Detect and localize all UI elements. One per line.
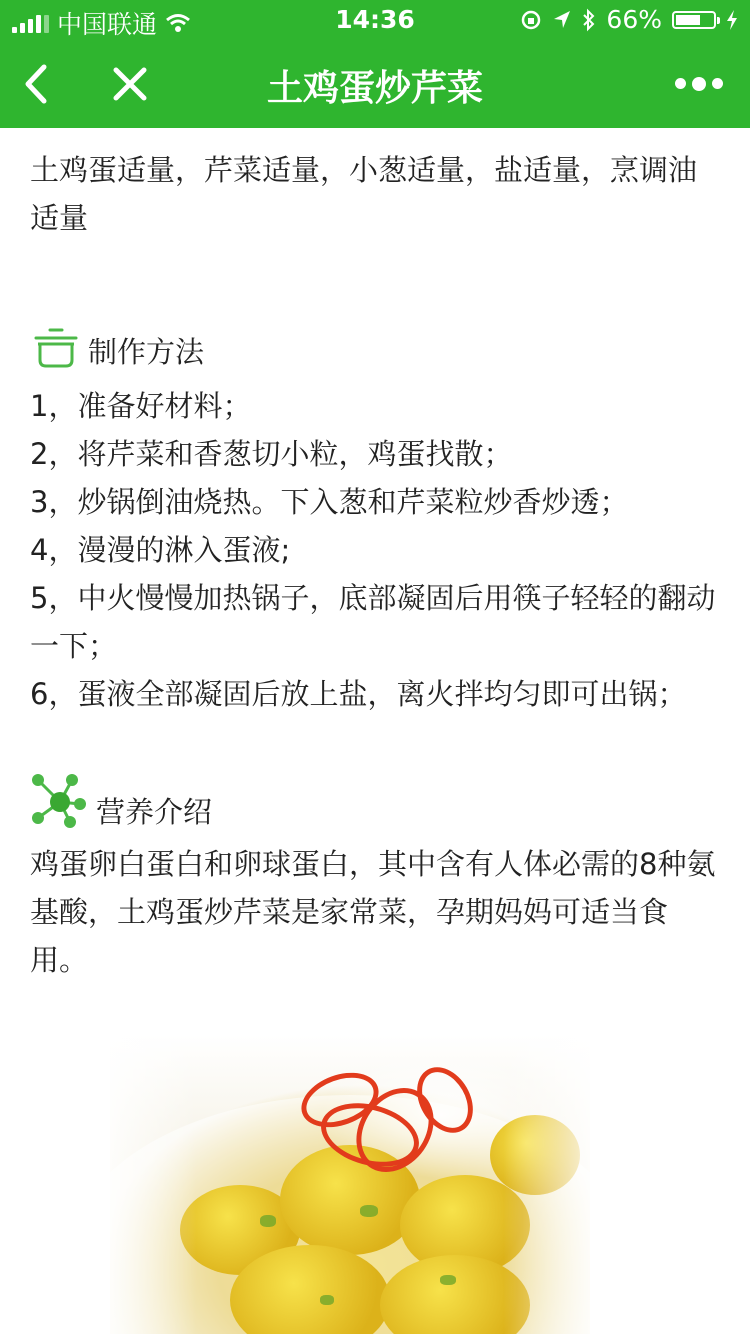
step-item: 3，炒锅倒油烧热。下入葱和芹菜粒炒香炒透； bbox=[30, 485, 629, 519]
photo-edge-fade bbox=[110, 1035, 590, 1334]
method-heading: 制作方法 bbox=[88, 335, 205, 369]
step-item: 5，中火慢慢加热锅子，底部凝固后用筷子轻轻的翻动一下； bbox=[30, 581, 716, 663]
carrier-label: 中国联通 bbox=[57, 10, 158, 39]
nutrition-heading: 营养介绍 bbox=[96, 795, 213, 829]
dish-photo bbox=[110, 1035, 590, 1334]
step-item: 1，准备好材料； bbox=[30, 389, 252, 423]
step-item: 6，蛋液全部凝固后放上盐，离火拌均匀即可出锅； bbox=[30, 677, 687, 711]
nutrition-text: 鸡蛋卵白蛋白和卵球蛋白，其中含有人体必需的8种氨基酸，土鸡蛋炒芹菜是家常菜，孕期妈妈可适当食用。 bbox=[30, 847, 716, 977]
step-item: 2，将芹菜和香葱切小粒，鸡蛋找散； bbox=[30, 437, 513, 471]
nutrition-header bbox=[30, 772, 720, 832]
orientation-lock-icon bbox=[520, 9, 542, 31]
navigation-bar bbox=[0, 40, 750, 128]
steps-list bbox=[30, 382, 720, 718]
ingredients-text: 土鸡蛋适量，芹菜适量，小葱适量，盐适量，烹调油适量 bbox=[30, 153, 698, 235]
status-bar bbox=[0, 0, 750, 40]
battery-fill bbox=[676, 15, 700, 25]
status-right bbox=[520, 5, 738, 34]
top-bar bbox=[0, 0, 750, 128]
article-content bbox=[30, 146, 720, 984]
more-dots-icon bbox=[675, 78, 723, 91]
battery-percent: 66% bbox=[606, 5, 662, 34]
step-item: 4，漫漫的淋入蛋液; bbox=[30, 533, 291, 567]
battery-icon bbox=[672, 11, 716, 29]
charging-bolt-icon bbox=[726, 9, 738, 31]
more-button[interactable] bbox=[664, 54, 734, 114]
clock: 14:36 bbox=[335, 5, 415, 34]
page-title: 土鸡蛋炒芹菜 bbox=[266, 68, 483, 109]
cooking-pot-icon bbox=[30, 326, 82, 372]
bluetooth-icon bbox=[582, 8, 596, 32]
molecule-icon bbox=[30, 772, 90, 832]
location-icon bbox=[552, 9, 572, 31]
method-header bbox=[30, 326, 720, 372]
